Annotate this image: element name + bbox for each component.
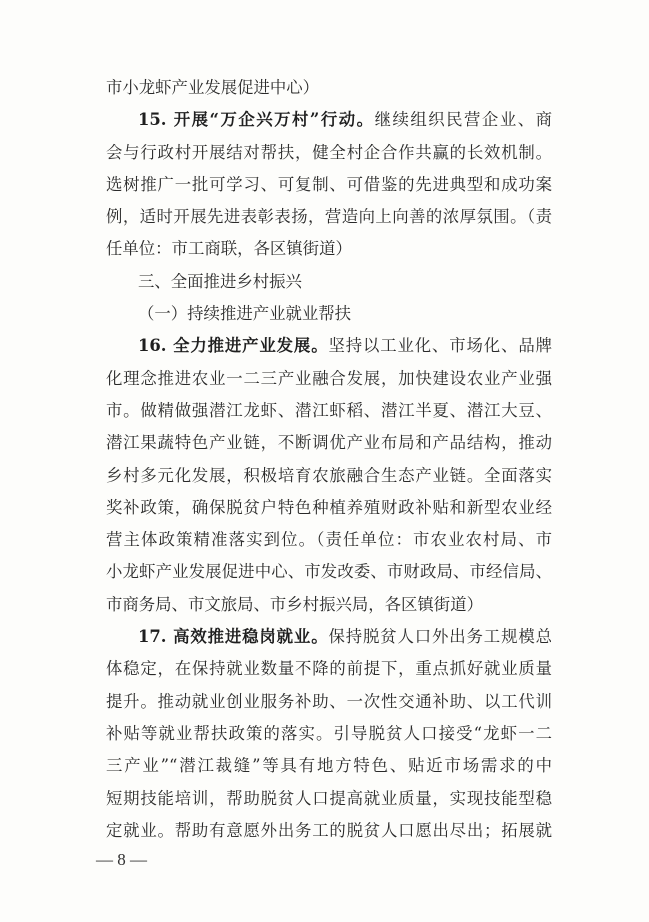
text-line: 例，适时开展先进表彰表扬，营造向上向善的浓厚氛围。（责: [106, 207, 552, 227]
text-line: 体稳定，在保持就业数量不降的前提下，重点抓好就业质量: [106, 659, 552, 679]
item-17-body: 保持脱贫人口外出务工规模总: [328, 627, 552, 647]
text-line: 市商务局、市文旅局、市乡村振兴局，各区镇街道）: [106, 594, 483, 614]
body-text: [106, 72, 552, 847]
item-15-line: [106, 104, 552, 136]
text-line: 奖补政策，确保脱贫户特色种植养殖财政补贴和新型农业经: [106, 497, 552, 517]
text-line: 会与行政村开展结对帮扶，健全村企合作共赢的长效机制。: [106, 142, 552, 162]
text-line: 营主体政策精准落实到位。（责任单位：市农业农村局、市: [106, 530, 552, 550]
text-line: 短期技能培训，帮助脱贫人口提高就业质量，实现技能型稳: [106, 788, 552, 808]
text-line: 提升。推动就业创业服务补助、一次性交通补助、以工代训: [106, 691, 552, 711]
item-16-line: [106, 330, 552, 362]
text-line: 乡村多元化发展，积极培育农旅融合生态产业链。全面落实: [106, 465, 552, 485]
text-line: 补贴等就业帮扶政策的落实。引导脱贫人口接受“龙虾一二: [106, 723, 552, 743]
text-line: 市。做精做强潜江龙虾、潜江虾稻、潜江半夏、潜江大豆、: [106, 400, 552, 420]
item-17-line: [106, 621, 552, 653]
text-line: 选树推广一批可学习、可复制、可借鉴的先进典型和成功案: [106, 174, 552, 194]
item-15-title: 15. 开展“万企兴万村”行动。: [138, 110, 375, 130]
text-line: 任单位：市工商联，各区镇街道）: [106, 239, 352, 259]
item-16-body: 坚持以工业化、市场化、品牌: [328, 336, 552, 356]
section-heading: 三、全面推进乡村振兴: [138, 271, 302, 291]
text-line: 市小龙虾产业发展促进中心）: [106, 78, 320, 97]
item-16-title: 16. 全力推进产业发展。: [138, 336, 329, 356]
page-number: — 8 —: [96, 850, 147, 869]
subsection-heading: （一）持续推进产业就业帮扶: [138, 304, 352, 324]
text-line: 化理念推进农业一二三产业融合发展，加快建设农业产业强: [106, 368, 552, 388]
text-line: 小龙虾产业发展促进中心、市发改委、市财政局、市经信局、: [106, 562, 552, 582]
text-line: 潜江果蔬特色产业链，不断调优产业布局和产品结构，推动: [106, 433, 552, 453]
item-17-title: 17. 高效推进稳岗就业。: [138, 627, 329, 647]
item-15-body: 继续组织民营企业、商: [374, 110, 552, 130]
text-line: 定就业。帮助有意愿外出务工的脱贫人口愿出尽出；拓展就: [106, 820, 552, 840]
text-line: 三产业”“潜江裁缝”等具有地方特色、贴近市场需求的中: [106, 756, 552, 776]
